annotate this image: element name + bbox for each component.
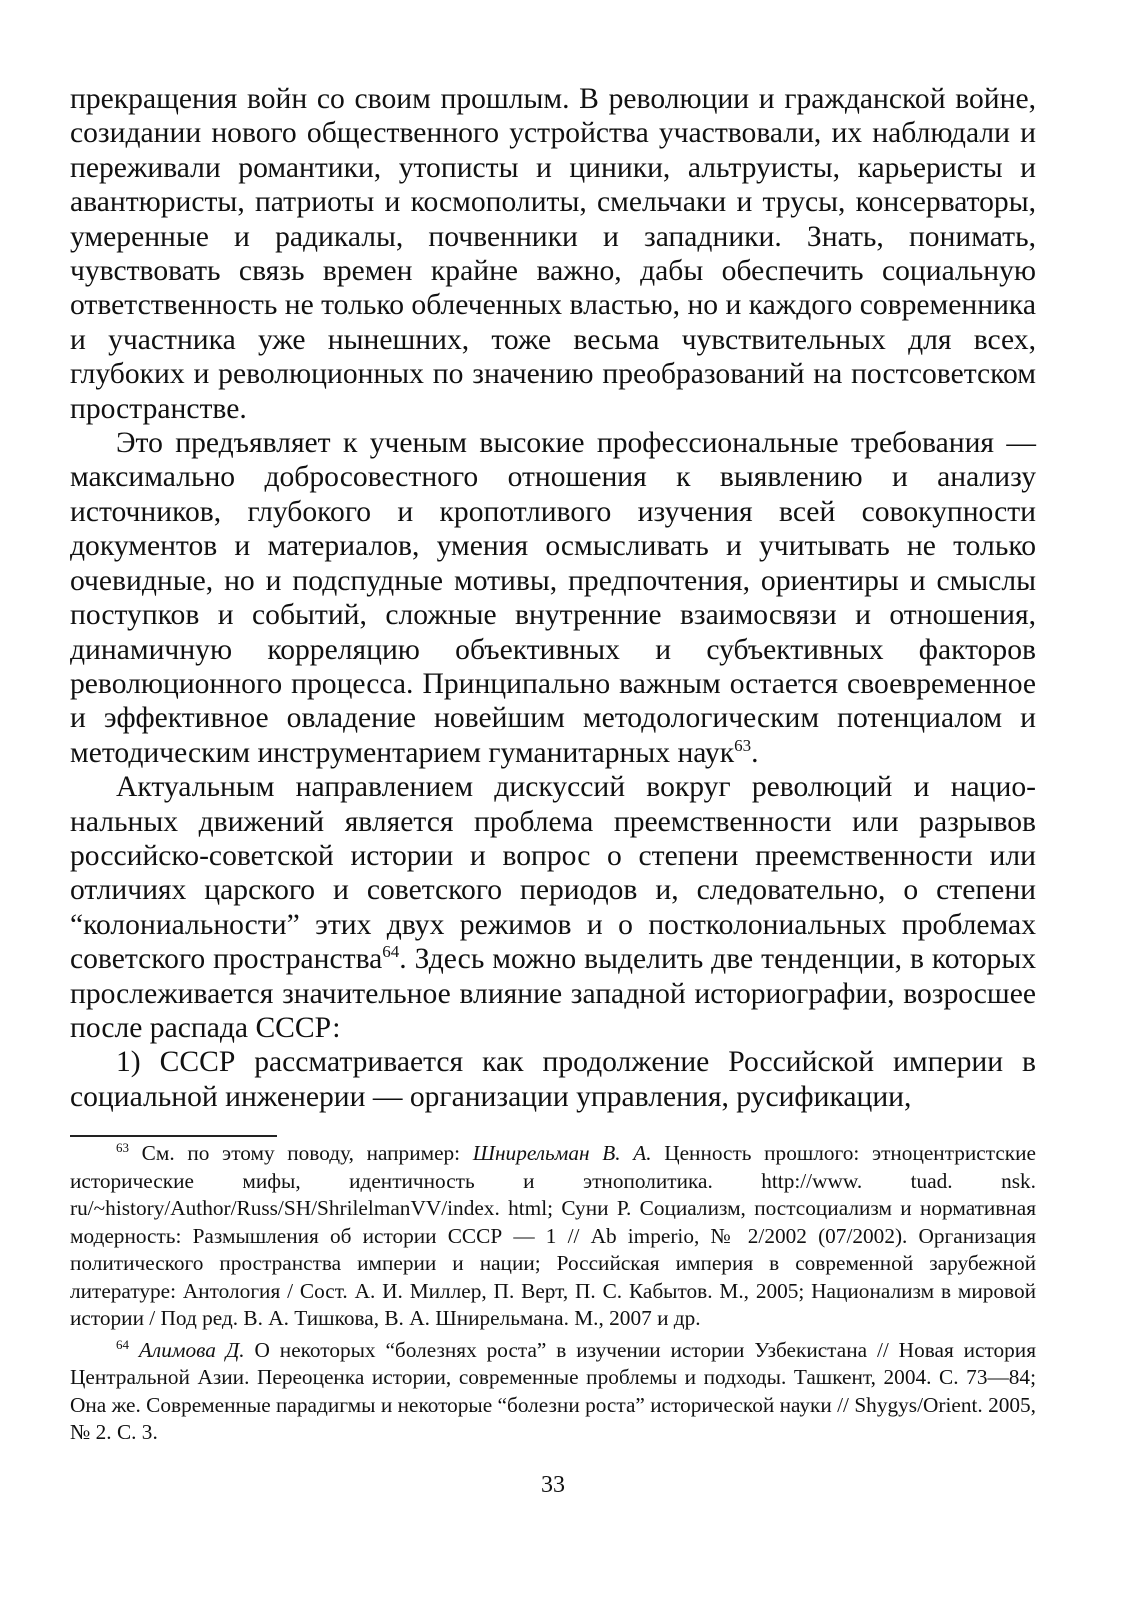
footnote-text: См. по этому поводу, например: <box>141 1141 473 1165</box>
footnote-author: Шнирельман В. А. <box>472 1141 652 1165</box>
footnote-number: 64 <box>116 1336 129 1352</box>
footnotes <box>70 1140 1036 1447</box>
paragraph-2 <box>70 426 1036 770</box>
footnote-body: О некоторых “болезнях роста” в изучении истории Узбекистана // Новая история Центральной Азии. Переоценка истории, современные проблемы и подходы. Ташкент, 2004. С. 73—84; Она же. Современные парадигмы и некоторые “болезни роста” исторической науки // Shygys/Orient. 2005, № 2. С. 3. <box>70 1337 1037 1444</box>
footnote-number: 63 <box>116 1140 129 1155</box>
paragraph-3 <box>70 770 1036 1045</box>
footnote-author: Алимова Д. <box>138 1337 245 1362</box>
book-page <box>70 82 1037 1498</box>
paragraph-2-tail: . <box>751 736 759 769</box>
paragraph-4 <box>70 1045 1036 1114</box>
footnote-ref-64: 64 <box>382 942 400 962</box>
footnote-63 <box>70 1140 1036 1333</box>
main-text <box>70 82 1036 1114</box>
footnote-body: Ценность прошлого: этноцентристские исторические мифы, идентичность и этнополитика. http://www. tuad. nsk. ru/~history/Author/Russ/SH/ShrilelmanVV/index. html; Суни Р. Социализм, постсоциализм и нормативная модерность: Размышления об истории СССР — 1 // Ab imperio, № 2/2002 (07/2002). Организация политического пространства империи и нации; Российская империя в современной зарубежной литературе: Антология / Сост. А. И. Миллер, П. Верт, П. С. Кабытов. М., 2005; Национализм в мировой истории / Под ред. В. А. Тишкова, В. А. Шнирельмана. М., 2007 и др. <box>70 1141 1036 1330</box>
footnote-ref-63: 63 <box>734 735 752 755</box>
paragraph-1-text: прекращения войн со своим прошлым. В революции и гражданской войне, созидании нового общественного устройства участвовали, их наблюдали и переживали романтики, утописты и циники, альтруисты, карьеристы и авантюристы, патриоты и космополиты, смельчаки и трусы, консерваторы, умеренные и радикалы, почвенники и западники. Знать, понимать, чувствовать связь времен крайне важно, дабы обеспечить социальную ответственность не только облеченных властью, но и каждого современника и участника уже нынешних, тоже весьма чувствительных для всех, глубоких и революционных по значению преобразований на постсоветском пространстве. <box>70 83 1036 425</box>
footnote-64 <box>70 1337 1036 1447</box>
paragraph-3-text: Актуальным направлением дискуссий вокруг революций и национальных движений является проблема преемственности или разрывов российско-советской истории и вопрос о степени преемственности или отличиях царского и советского периодов и, следовательно, о степени “колониальности” этих двух режимов и о постколониальных проблемах советского пространства <box>70 771 1036 976</box>
footnote-separator <box>70 1135 277 1137</box>
paragraph-2-text: Это предъявляет к ученым высокие профессиональные требования — максимально добросовестного отношения к выявлению и анализу источников, глубокого и кропотливого изучения всей совокупности документов и материалов, умения осмысливать и учитывать не только очевидные, но и подспудные мотивы, предпочтения, ориентиры и смыслы поступков и событий, сложные внутренние взаимосвязи и отношения, динамичную корреляцию объективных и субъективных факторов революционного процесса. Принципально важным остается своевременное и эффективное овладение новейшим методологическим потенциалом и методическим инструментарием гуманитарных наук <box>70 427 1036 769</box>
page-number: 33 <box>541 1472 565 1498</box>
paragraph-1 <box>70 82 1036 426</box>
paragraph-4-text: 1) СССР рассматривается как продолжение Российской империи в социальной инженерии — организации управления, русификации, <box>70 1046 1036 1113</box>
paragraph-3-tail: . Здесь можно выделить две тенденции, в которых прослеживается значительное влияние западной историографии, возросшее после распада СССР: <box>70 943 1036 1044</box>
